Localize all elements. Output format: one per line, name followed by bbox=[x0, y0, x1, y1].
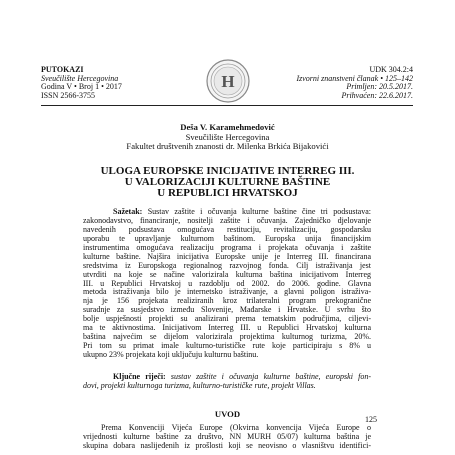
abstract-line: bolje uspješnosti projekti su analizirani prema tematskim područjima, ciljevi- bbox=[83, 315, 371, 324]
abstract-line: nja je 156 projekata realiziranih kroz trilateralni program prekogranične bbox=[83, 297, 371, 306]
volume-issue: Godina V • Broj 1 • 2017 bbox=[41, 82, 122, 92]
abstract-line: navedenih podsustava omogućava restituciju, revitalizaciju, gospodarsku bbox=[83, 225, 371, 234]
keywords-label: Ključne riječi: bbox=[113, 373, 166, 381]
affiliation-university: Sveučilište Hercegovina bbox=[185, 132, 270, 142]
keywords-line bbox=[83, 373, 371, 382]
abstract-line: instrumentima omogućava realizaciju programa i projekata očuvanja i zaštite bbox=[83, 243, 371, 252]
abstract-line: metoda istraživanja bilo je internetsko istraživanje, a glavni poligon istraživa- bbox=[83, 288, 371, 297]
header-divider bbox=[41, 105, 413, 106]
abstract-line bbox=[83, 208, 371, 217]
body-text bbox=[83, 424, 371, 451]
publisher: Sveučilište Hercegovina bbox=[41, 73, 119, 83]
received-date: Primljen: 20.5.2017. bbox=[346, 82, 413, 92]
title-line: U REPUBLICI HRVATSKOJ bbox=[157, 186, 298, 199]
journal-name: PUTOKAZI bbox=[41, 65, 84, 74]
abstract-line: suradnje za susjedstvo između Slovenije, Mađarske i Hrvatske. U svrhu što bbox=[83, 306, 371, 315]
journal-logo bbox=[205, 58, 251, 104]
abstract-line: III. u Republici Hrvatskoj u razdoblju od 2002. do 2006. godine. Glavna bbox=[83, 279, 371, 288]
article-title bbox=[0, 166, 455, 198]
issn: ISSN 2566-3755 bbox=[41, 90, 96, 100]
keywords-text: sustav zaštite i očuvanja kulturne baštine, europski fon- bbox=[165, 373, 371, 381]
udk: UDK 304.2:4 bbox=[369, 65, 413, 74]
affiliation-faculty: Fakultet društvenih znanosti dr. Milenka Brkića Bijakovići bbox=[126, 141, 329, 151]
abstract-line: ma te aktivnostima. Inicijativom Interreg III. u Republici Hrvatskoj kulturna bbox=[83, 324, 371, 333]
abstract-line: zakonodavstvo, financiranje, nositelji zaštite i očuvanja. Zajedničko djelovanje bbox=[83, 216, 371, 225]
abstract-line: baština najvećim se dijelom valorizirala projektima kulturnog turizma, 20%. bbox=[83, 333, 371, 342]
keywords-text: dovi, projekti kulturnoga turizma, kulturno-turističke rute, projekt Villas. bbox=[83, 381, 316, 390]
accepted-date: Prihvaćen: 22.6.2017. bbox=[341, 90, 413, 100]
body-line: skupina dobara naslijeđenih iz prošlosti koji se neovisno o vlasništvu identifici- bbox=[83, 441, 371, 450]
title-line: U VALORIZACIJI KULTURNE BAŠTINE bbox=[124, 175, 331, 188]
keywords-line bbox=[83, 382, 371, 391]
abstract bbox=[83, 208, 371, 360]
abstract-text: Sustav zaštite i očuvanja kulturne baštine čine tri podsustava: bbox=[142, 208, 371, 216]
abstract-line: uporabu te upravljanje kulturnom baštinom. Europska unija financijskim bbox=[83, 234, 371, 243]
article-meta bbox=[283, 66, 413, 100]
title-line: ULOGA EUROPSKE INICIJATIVE INTERREG III. bbox=[100, 165, 355, 177]
abstract-line: Pri tom su primat imale kulturno-turističke rute koje participiraju s 8% u bbox=[83, 342, 371, 351]
abstract-label: Sažetak: bbox=[113, 208, 143, 216]
page-number: 125 bbox=[365, 415, 377, 424]
article-type: Izvorni znanstveni članak • 125–142 bbox=[296, 73, 413, 83]
abstract-line: sredstvima iz Europskoga regionalnog razvojnog fonda. Cilj istraživanja jest bbox=[83, 261, 371, 270]
abstract-line: utvrditi na koje se načine valorizirala kulturna baština inicijativom Interreg bbox=[83, 270, 371, 279]
logo-letter: H bbox=[221, 72, 235, 91]
body-line: vrijednosti kulturne baštine za društvo, NN MURH 05/07) kulturna baština je bbox=[83, 432, 371, 441]
body-line: Prema Konvenciji Vijeća Europe (Okvirna konvencija Vijeća Europe o bbox=[101, 424, 371, 432]
author-name: Deša V. Karamehmedović bbox=[180, 122, 275, 132]
section-heading: UVOD bbox=[214, 409, 241, 419]
journal-info bbox=[41, 66, 191, 100]
abstract-line: ukupno 23% projekata koji uključuju kulturnu baštinu. bbox=[83, 351, 259, 359]
keywords bbox=[83, 373, 371, 391]
abstract-line: kulturne baštine. Najšira inicijativa Europske unije je Interreg III. financirana bbox=[83, 252, 371, 261]
